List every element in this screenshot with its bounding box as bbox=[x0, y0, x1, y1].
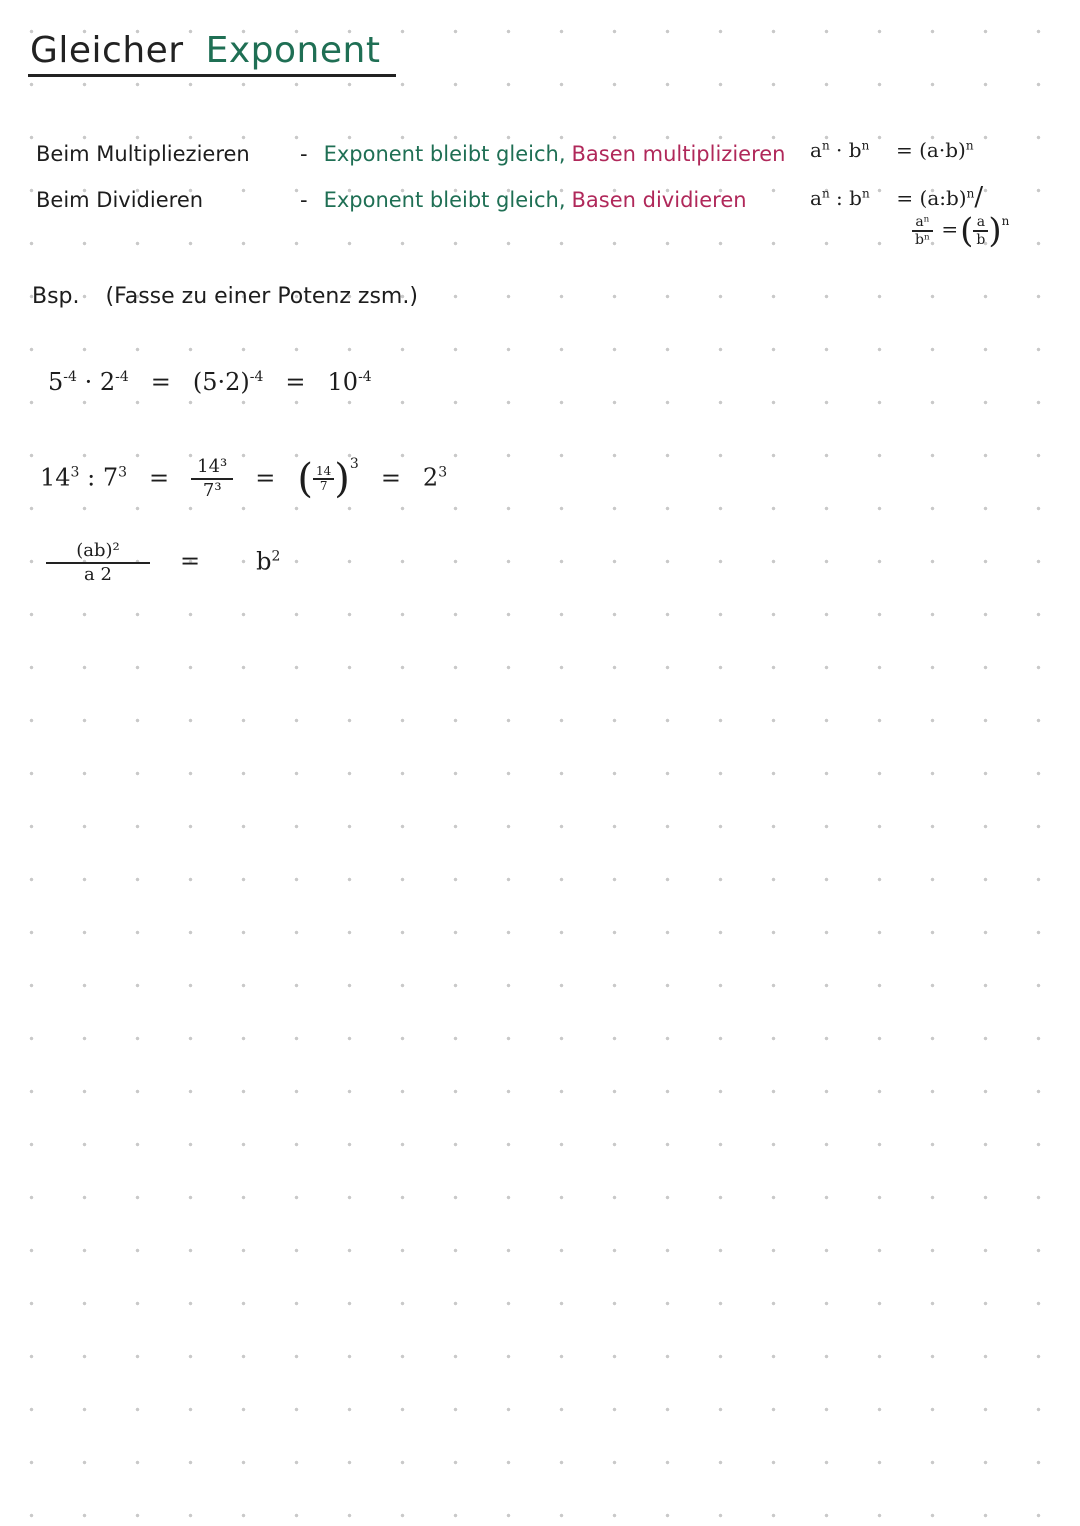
rule-label: Beim Multipliezieren bbox=[36, 142, 250, 166]
formula-op: : bbox=[836, 186, 843, 210]
example-label: Bsp. bbox=[32, 284, 80, 309]
rule-exponent-text: Exponent bleibt gleich, bbox=[323, 142, 566, 166]
fraction bbox=[973, 214, 988, 248]
example-heading bbox=[32, 284, 418, 309]
paren-close: ) bbox=[988, 210, 1002, 251]
formula-exp: n bbox=[861, 186, 870, 201]
formula-exp: n bbox=[821, 138, 830, 153]
fraction bbox=[912, 214, 933, 248]
exponent: -4 bbox=[358, 369, 372, 385]
equals: = bbox=[150, 368, 171, 396]
fraction-denominator: bⁿ bbox=[915, 231, 931, 248]
fraction-numerator: (ab)² bbox=[76, 540, 120, 561]
title-underline bbox=[28, 74, 396, 77]
base: 7 bbox=[102, 463, 119, 492]
fraction-denominator: a 2 bbox=[84, 563, 112, 585]
combined-base: (5·2) bbox=[192, 368, 250, 396]
fraction bbox=[313, 465, 334, 493]
formula-base-b: b bbox=[849, 186, 862, 210]
formula-fraction bbox=[912, 210, 1010, 251]
formula-division bbox=[810, 182, 983, 212]
exponent: -4 bbox=[63, 369, 77, 385]
operator: : bbox=[87, 463, 96, 492]
formula-equals: = bbox=[941, 217, 959, 242]
formula-slash: / bbox=[974, 182, 984, 212]
operator: · bbox=[84, 368, 93, 396]
fraction bbox=[46, 540, 150, 586]
equals: = bbox=[180, 547, 201, 576]
result-base: 10 bbox=[327, 368, 359, 396]
rule-exponent-text: Exponent bleibt gleich, bbox=[323, 188, 566, 212]
formula-multiplication bbox=[810, 138, 974, 162]
paren-close: ) bbox=[334, 456, 350, 502]
base: 14 bbox=[40, 463, 71, 492]
exponent: 3 bbox=[349, 456, 359, 472]
example-3 bbox=[46, 540, 280, 586]
equals: = bbox=[380, 463, 401, 492]
fraction-denominator: 7 bbox=[319, 478, 328, 493]
equals: = bbox=[149, 463, 170, 492]
fraction-denominator: b bbox=[976, 231, 986, 248]
exponent: 3 bbox=[70, 464, 80, 481]
fraction bbox=[191, 456, 233, 502]
base: 5 bbox=[48, 368, 64, 396]
fraction-numerator: aⁿ bbox=[915, 214, 930, 230]
formula-rhs: = (a:b) bbox=[896, 186, 967, 210]
base: 2 bbox=[99, 368, 116, 396]
equals: = bbox=[255, 463, 276, 492]
exponent: -4 bbox=[115, 369, 129, 385]
formula-rhs: = (a·b) bbox=[896, 138, 966, 162]
formula-exp: n bbox=[965, 138, 974, 153]
rule-dash: - bbox=[300, 142, 308, 166]
exponent: 3 bbox=[438, 464, 448, 481]
paren-open: ( bbox=[297, 456, 313, 502]
title-word-exponent: Exponent bbox=[205, 30, 381, 71]
result-base: b bbox=[256, 547, 272, 576]
result-base: 2 bbox=[422, 463, 439, 492]
page-title bbox=[30, 30, 380, 71]
rule-bases-text: Basen dividieren bbox=[571, 188, 747, 212]
formula-exp: n bbox=[821, 186, 830, 201]
fraction-numerator: 14 bbox=[316, 464, 332, 479]
exponent: -4 bbox=[249, 369, 264, 385]
formula-base-a: a bbox=[810, 138, 822, 162]
paren-open: ( bbox=[960, 210, 974, 251]
formula-base-b: b bbox=[848, 138, 862, 162]
rule-label: Beim Dividieren bbox=[36, 188, 204, 212]
example-1 bbox=[48, 368, 372, 396]
title-word-gleicher: Gleicher bbox=[30, 30, 184, 71]
fraction-numerator: a bbox=[976, 214, 986, 230]
rule-dash: - bbox=[300, 188, 308, 212]
formula-base-a: a bbox=[810, 186, 822, 210]
fraction-denominator: 7³ bbox=[202, 479, 222, 501]
formula-exp: n bbox=[861, 138, 870, 153]
example-instruction: (Fasse zu einer Potenz zsm.) bbox=[105, 284, 418, 309]
formula-op: · bbox=[836, 138, 843, 162]
exponent: 3 bbox=[118, 464, 128, 481]
formula-exp: n bbox=[966, 186, 975, 201]
rule-division bbox=[36, 188, 747, 212]
equals: = bbox=[285, 368, 306, 396]
exponent: 2 bbox=[271, 548, 281, 565]
rule-multiplication bbox=[36, 142, 785, 166]
formula-exp: n bbox=[1001, 214, 1010, 228]
example-2 bbox=[40, 456, 447, 502]
fraction-numerator: 14³ bbox=[197, 456, 228, 478]
rule-bases-text: Basen multiplizieren bbox=[571, 142, 786, 166]
